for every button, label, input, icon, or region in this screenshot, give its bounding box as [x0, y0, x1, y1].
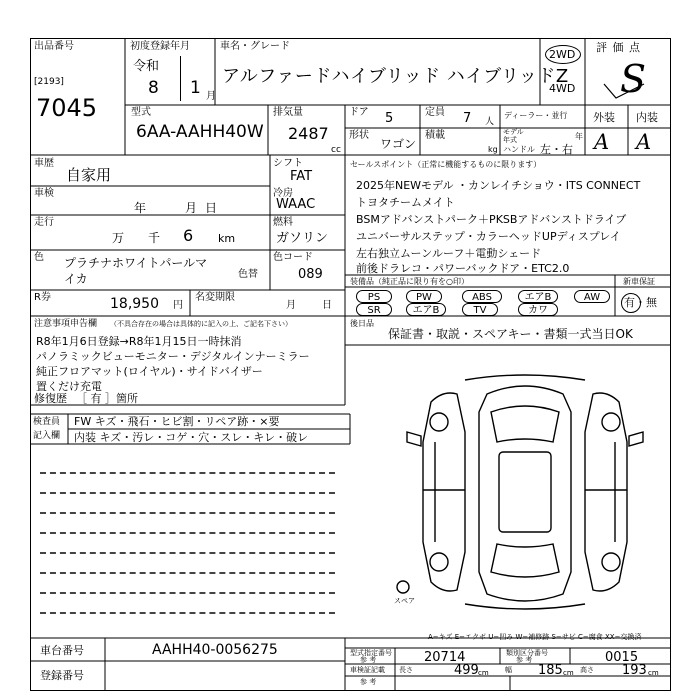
named-change-label: 名変期限	[195, 292, 235, 303]
named-month-unit: 月	[286, 300, 296, 311]
sp-line-1: 2025年NEWモデル ・カンレイチショウ・ITS CONNECT	[356, 179, 641, 192]
lot-label: 出品番号	[34, 41, 74, 52]
writein-line	[40, 572, 335, 574]
equip-abs: ABS	[462, 290, 502, 303]
month-unit: 月	[206, 91, 216, 102]
writein-line	[40, 612, 335, 614]
sp-line-6: 前後ドラレコ・パワーバックドア・ETC2.0	[356, 262, 570, 275]
length-label: 長さ	[399, 666, 413, 674]
cert-label: 車検証記載	[350, 666, 385, 674]
height-label: 高さ	[580, 666, 594, 674]
note-line-3: 純正フロアマット(ロイヤル)・サイドバイザー	[36, 365, 263, 378]
class-label: 類別区分番号	[506, 649, 548, 657]
doors: 5	[385, 111, 394, 126]
door-label: ドア	[349, 107, 369, 118]
eval-label: 評 価 点	[596, 41, 641, 54]
load-unit: kg	[488, 145, 498, 154]
writein-line	[40, 492, 335, 494]
lot-number: 7045	[36, 94, 98, 122]
model-label: 型式	[131, 107, 151, 118]
disp-unit: cc	[331, 145, 341, 155]
type-spec-label: 型式指定番号	[350, 649, 392, 657]
reg-no-label: 登録番号	[40, 669, 84, 682]
sp-line-3: BSMアドバンストパーク＋PKSBアドバンストドライブ	[356, 213, 627, 226]
sen: 千	[148, 231, 161, 245]
recycle-fee: 18,950	[110, 296, 159, 312]
inspection-year-unit: 年	[134, 201, 147, 215]
r-label: R券	[34, 292, 51, 303]
inspector-row-2: 内装 キズ・汚レ・コゲ・穴・スレ・キレ・破レ	[74, 431, 309, 444]
model-year-unit: 年	[575, 132, 583, 141]
equip-sr: SR	[356, 303, 392, 316]
yen-unit: 円	[173, 300, 183, 311]
capacity-label: 定員	[425, 107, 445, 118]
notes-label: 注意事項申告欄	[34, 319, 98, 329]
sp-line-2: トヨタチームメイト	[356, 196, 455, 209]
km-unit: km	[218, 232, 236, 245]
history-label: 車歴	[34, 158, 54, 169]
score-arrow	[600, 82, 650, 102]
capacity-unit: 人	[485, 117, 495, 127]
fuel-label: 燃料	[273, 217, 293, 228]
first-reg-label: 初度登録年月	[130, 41, 190, 52]
score: S	[620, 57, 647, 101]
ext-score: A	[594, 130, 610, 154]
equipment-label: 装備品（純正品に限り有を○印）	[350, 277, 469, 286]
inspection-month-unit: 月	[185, 201, 198, 215]
ext-label: 外装	[593, 111, 615, 124]
shape-label: 形状	[349, 130, 369, 141]
length: 499	[454, 663, 479, 678]
model-year-label: モデル年式	[503, 128, 524, 144]
inspection-label: 車検	[34, 188, 54, 199]
note-line-1: R8年1月6日登録→R8年1月15日一時抹消	[36, 335, 242, 348]
name-label: 車名・グレード	[220, 41, 290, 52]
class-value: 0015	[605, 650, 639, 665]
era: 令和	[133, 59, 160, 74]
writein-line	[40, 592, 335, 594]
history: 自家用	[66, 166, 112, 184]
chassis: AAHH40-0056275	[152, 642, 278, 658]
length-unit: cm	[478, 669, 489, 677]
inspector-label-1: 検査員	[33, 417, 61, 427]
width-unit: cm	[563, 669, 574, 677]
color-line2: イカ	[64, 272, 88, 286]
cert-ref-label: 参 考	[360, 678, 377, 686]
height-unit: cm	[648, 669, 659, 677]
int-label: 内装	[636, 111, 658, 124]
color-line1: プラチナホワイトパールマ	[64, 256, 208, 270]
width-label: 幅	[505, 666, 512, 674]
mileage-value: 6	[183, 226, 194, 245]
reg-month: 1	[190, 78, 201, 98]
lot-small: [2193]	[34, 77, 64, 87]
ac: WAAC	[276, 197, 316, 212]
notes-sub-label: （不具合存在の場合は具体的に記入の上、ご記名下さい）	[110, 320, 292, 328]
displacement: 2487	[288, 124, 329, 143]
new-warranty-value: 有・無	[624, 296, 657, 309]
writein-line	[40, 472, 335, 474]
note-line-4: 置くだけ充電	[36, 380, 102, 393]
sp-line-5: 左右独立ムーンルーフ＋電動シェード	[356, 247, 542, 260]
equip-airbag2: エアB	[406, 303, 446, 316]
color-code: 089	[298, 267, 323, 282]
repair-label: 修復歴	[34, 392, 67, 405]
equip-airbag: エアB	[518, 290, 558, 303]
type-ref-label: 参 考	[360, 656, 377, 664]
inspector-row-1: FW キズ・飛石・ヒビ割・リペア跡・×要	[74, 415, 280, 428]
color-code-label: 色コード	[273, 252, 313, 263]
sp-line-4: ユニバーサルステップ・カラーヘッドUPディスプレイ	[356, 230, 621, 243]
class-ref-label: 参 考	[516, 656, 533, 664]
equip-ps: PS	[356, 290, 392, 303]
inspection-day-unit: 日	[205, 201, 218, 215]
chassis-label: 車台番号	[40, 644, 84, 657]
disp-label: 排気量	[273, 107, 303, 118]
fuel: ガソリン	[276, 231, 329, 246]
width: 185	[538, 663, 563, 678]
ac-label: 冷房	[273, 188, 293, 199]
selling-points-label: セールスポイント（正常に機能するものに限ります）	[350, 160, 542, 169]
spare-label: スペア	[394, 597, 415, 605]
writein-line	[40, 552, 335, 554]
equip-aw: AW	[574, 290, 610, 303]
equip-leather: カワ	[518, 303, 558, 316]
reg-year: 8	[148, 78, 159, 98]
named-day-unit: 日	[322, 300, 332, 311]
height: 193	[622, 663, 647, 678]
shape: ワゴン	[380, 137, 417, 151]
car-damage-diagram	[395, 372, 655, 612]
car-name: アルファードハイブリッド ハイブリッドZ	[222, 66, 569, 87]
new-warranty-label: 新車保証	[623, 277, 655, 286]
shift-label: シフト	[273, 158, 303, 169]
capacity: 7	[463, 111, 472, 126]
accessories-label: 後日品	[350, 319, 374, 328]
int-score: A	[636, 130, 652, 154]
inspector-label-2: 記入欄	[33, 431, 61, 441]
date-divider	[180, 56, 181, 101]
note-line-2: パノラミックビューモニター・デジタルインナーミラー	[36, 350, 310, 363]
damage-legend: A−キズ E−エクボ U−凹み W−補修跡 S−サビ C−腐食 XX−交換済	[428, 633, 642, 641]
color-label: 色	[34, 252, 44, 263]
mileage-label: 走行	[34, 217, 54, 228]
type-spec-value: 20714	[424, 650, 466, 665]
handle-label: ハンドル	[503, 145, 535, 154]
drive-4wd: 4WD	[549, 82, 576, 95]
repair-value: ［ 有 ］箇所	[76, 392, 138, 405]
color-change-label: 色替	[238, 269, 258, 280]
handle: 左・右	[540, 143, 573, 156]
writein-line	[40, 532, 335, 534]
equip-tv: TV	[462, 303, 498, 316]
accessories-text: 保証書・取説・スペアキー・書類一式当日OK	[388, 327, 633, 341]
equip-pw: PW	[406, 290, 442, 303]
model: 6AA-AAHH40W	[136, 122, 264, 142]
writein-line	[40, 512, 335, 514]
drive-2wd: 2WD	[549, 48, 576, 61]
load-label: 積載	[425, 130, 445, 141]
shift: FAT	[290, 169, 313, 184]
man: 万	[112, 231, 125, 245]
dealer-label: ディーラー・並行	[504, 111, 568, 120]
